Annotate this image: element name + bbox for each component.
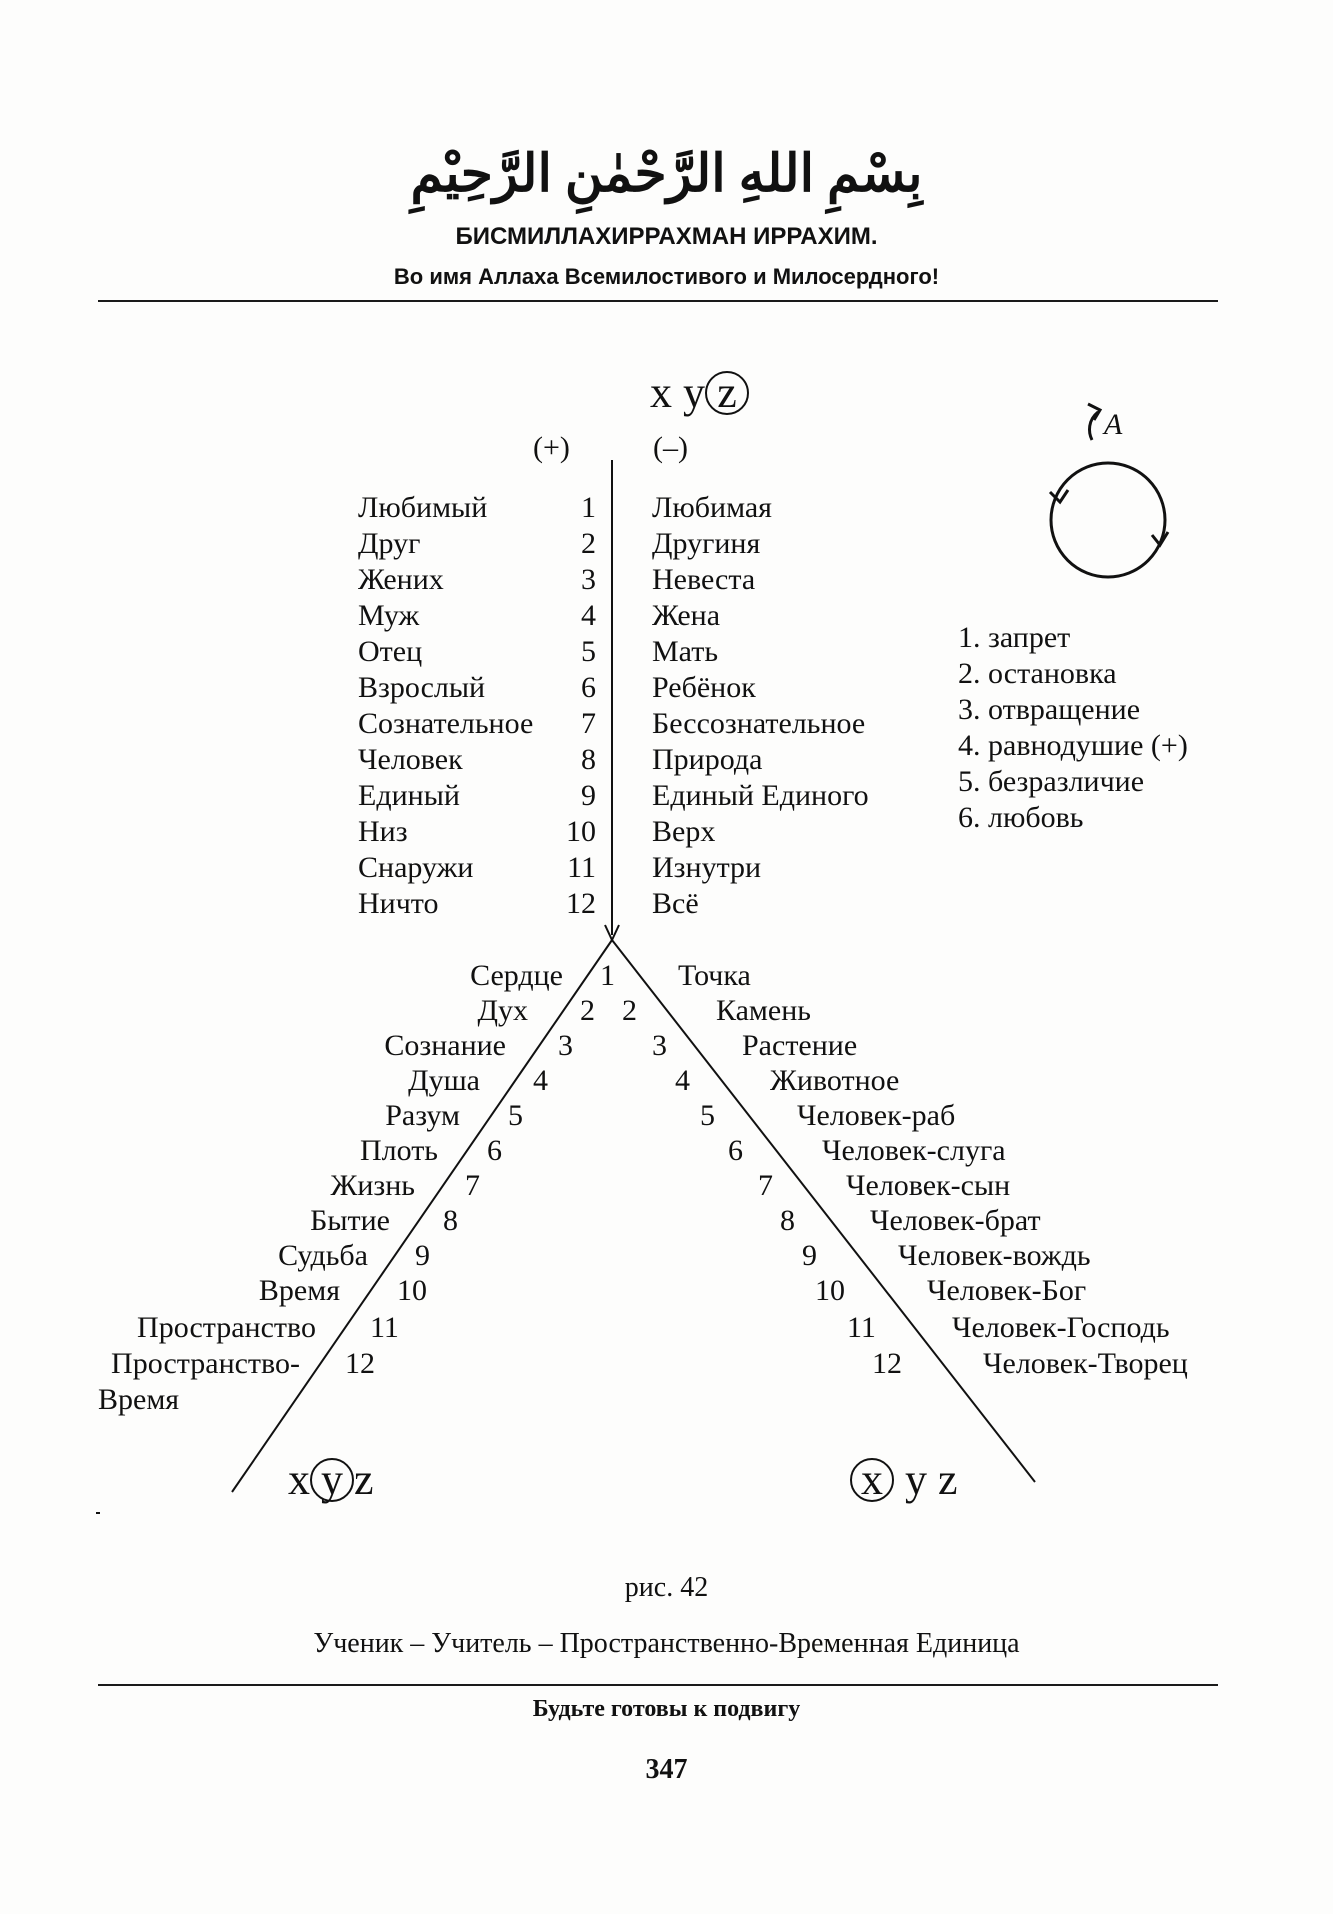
- row-number: 3: [581, 563, 596, 596]
- lower-left-item: Сознание: [384, 1029, 506, 1062]
- left-item: Снаружи: [358, 851, 474, 884]
- left-item: Взрослый: [358, 671, 486, 704]
- lower-right-number: 11: [847, 1311, 876, 1344]
- lower-left-number: 4: [533, 1064, 548, 1097]
- row-number: 1: [581, 491, 596, 524]
- row-number: 9: [581, 779, 596, 812]
- row-number: 5: [581, 635, 596, 668]
- row-number: 8: [581, 743, 596, 776]
- lower-left-number: 3: [558, 1029, 573, 1062]
- lower-left-item: Жизнь: [330, 1169, 415, 1202]
- side-list-item: 5. безразличие: [958, 765, 1145, 798]
- lower-right-number: 12: [872, 1347, 902, 1380]
- lower-left-item: Душа: [408, 1064, 480, 1097]
- lower-right-item: Человек-брат: [870, 1204, 1041, 1237]
- lower-right-number: 3: [652, 1029, 667, 1062]
- lower-right-item: Человек-сын: [846, 1169, 1011, 1202]
- lower-left-number: 2: [580, 994, 595, 1027]
- lower-right-item: Человек-слуга: [822, 1134, 1006, 1167]
- left-item: Друг: [358, 527, 421, 560]
- lower-right-item: Растение: [742, 1029, 858, 1062]
- page-header-subtitle: Во имя Аллаха Всемилостивого и Милосердного!: [393, 264, 940, 289]
- xyz-z: z: [938, 1455, 958, 1504]
- left-item: Человек: [358, 743, 463, 776]
- left-item: Единый: [358, 779, 460, 812]
- figure-number: рис. 42: [624, 1572, 709, 1603]
- lower-left-number: 10: [397, 1274, 427, 1307]
- lower-left-item: Бытие: [310, 1204, 390, 1237]
- xyz-y: y: [683, 368, 705, 417]
- lower-right-item: Человек-раб: [797, 1099, 956, 1132]
- lower-right-number: 9: [802, 1239, 817, 1272]
- lower-right-number: 7: [758, 1169, 773, 1202]
- right-item: Единый Единого: [652, 779, 869, 812]
- row-number: 6: [581, 671, 596, 704]
- right-item: Природа: [652, 743, 763, 776]
- lower-right-number: 2: [622, 994, 637, 1027]
- xyz-y: y: [905, 1455, 927, 1504]
- lower-right-item: Человек-Господь: [952, 1311, 1170, 1344]
- right-item: Всё: [652, 887, 699, 920]
- lower-left-item: Разум: [385, 1099, 460, 1132]
- lower-left-item-extra: Время: [98, 1383, 180, 1416]
- row-number: 10: [566, 815, 596, 848]
- xyz-x-circled: x: [850, 1458, 894, 1502]
- xyz-x: x: [288, 1455, 310, 1504]
- left-item: Сознательное: [358, 707, 534, 740]
- left-item: Отец: [358, 635, 423, 668]
- lower-right-number: 10: [815, 1274, 845, 1307]
- row-number: 4: [581, 599, 596, 632]
- lower-right-item: Камень: [716, 994, 811, 1027]
- side-list-item: 2. остановка: [958, 657, 1117, 690]
- side-list-item: 4. равнодушие (+): [958, 729, 1188, 762]
- xyz-y-circled: y: [310, 1458, 354, 1502]
- lower-right-number: 4: [675, 1064, 690, 1097]
- lower-left-number: 9: [415, 1239, 430, 1272]
- lower-left-number: 7: [465, 1169, 480, 1202]
- right-item: Верх: [652, 815, 716, 848]
- xyz-x: x: [650, 368, 672, 417]
- right-item: Другиня: [652, 527, 761, 560]
- lower-left-number: 5: [508, 1099, 523, 1132]
- page-header-title: БИСМИЛЛАХИРРАХМАН ИРРАХИМ.: [455, 223, 878, 250]
- lower-right-item: Точка: [678, 959, 751, 992]
- left-item: Ничто: [358, 887, 439, 920]
- right-item: Изнутри: [652, 851, 762, 884]
- right-item: Бессознательное: [652, 707, 866, 740]
- lower-right-item: Человек-вождь: [898, 1239, 1091, 1272]
- number-column: [536, 490, 596, 922]
- lower-right-number: 8: [780, 1204, 795, 1237]
- bottom-left-xyz: [288, 1455, 374, 1505]
- left-item: Муж: [358, 599, 420, 632]
- left-item: Низ: [358, 815, 408, 848]
- left-item: Жених: [358, 563, 444, 596]
- bottom-right-xyz: [850, 1455, 958, 1505]
- side-list: [958, 620, 1188, 836]
- page-number: 347: [645, 1754, 688, 1785]
- row-number: 11: [567, 851, 596, 884]
- lower-left-item: Пространство: [137, 1311, 316, 1344]
- lower-right-item: Человек-Бог: [927, 1274, 1087, 1307]
- lower-left-item: Дух: [477, 994, 528, 1027]
- xyz-z-circled: z: [705, 371, 749, 415]
- lower-left-item: Время: [258, 1274, 340, 1307]
- lower-left-number: 6: [487, 1134, 502, 1167]
- lower-left-item: Сердце: [470, 959, 563, 992]
- xyz-z: z: [354, 1455, 374, 1504]
- footer-slogan: Будьте готовы к подвигу: [532, 1696, 801, 1722]
- minus-sign: (–): [653, 431, 688, 464]
- side-list-item: 1. запрет: [958, 621, 1071, 654]
- left-column: [358, 490, 533, 922]
- lower-right-item: Животное: [770, 1064, 900, 1097]
- lower-left-number: 11: [370, 1311, 399, 1344]
- row-number: 12: [566, 887, 596, 920]
- arabic-calligraphy: بِسْمِ اللهِ الرَّحْمٰنِ الرَّحِيْمِ: [410, 146, 923, 203]
- lower-left-item: Пространство-: [111, 1347, 300, 1380]
- right-item: Жена: [652, 599, 721, 632]
- right-item: Мать: [652, 635, 719, 668]
- lower-left-item: Плоть: [359, 1134, 438, 1167]
- lower-right-number: 5: [700, 1099, 715, 1132]
- row-number: 7: [581, 707, 596, 740]
- right-item: Ребёнок: [652, 671, 756, 704]
- cycle-circle-icon: [1051, 463, 1165, 577]
- footer-rule: [98, 1684, 1218, 1686]
- row-number: 2: [581, 527, 596, 560]
- arrow-label: A: [1104, 408, 1123, 441]
- left-item: Любимый: [358, 491, 488, 524]
- lower-left-number: 8: [443, 1204, 458, 1237]
- right-item: Невеста: [652, 563, 756, 596]
- figure-caption: Ученик – Учитель – Пространственно-Временная Единица: [313, 1628, 1020, 1659]
- lower-right-item: Человек-Творец: [983, 1347, 1188, 1380]
- top-xyz: [650, 368, 749, 418]
- side-list-item: 3. отвращение: [958, 693, 1141, 726]
- right-item: Любимая: [652, 491, 772, 524]
- right-column: [652, 490, 869, 922]
- lower-left-number: 1: [600, 959, 615, 992]
- plus-sign: (+): [533, 431, 570, 464]
- lower-right-number: 6: [728, 1134, 743, 1167]
- lower-left-item: Судьба: [278, 1239, 368, 1272]
- side-list-item: 6. любовь: [958, 801, 1084, 834]
- lower-left-number: 12: [345, 1347, 375, 1380]
